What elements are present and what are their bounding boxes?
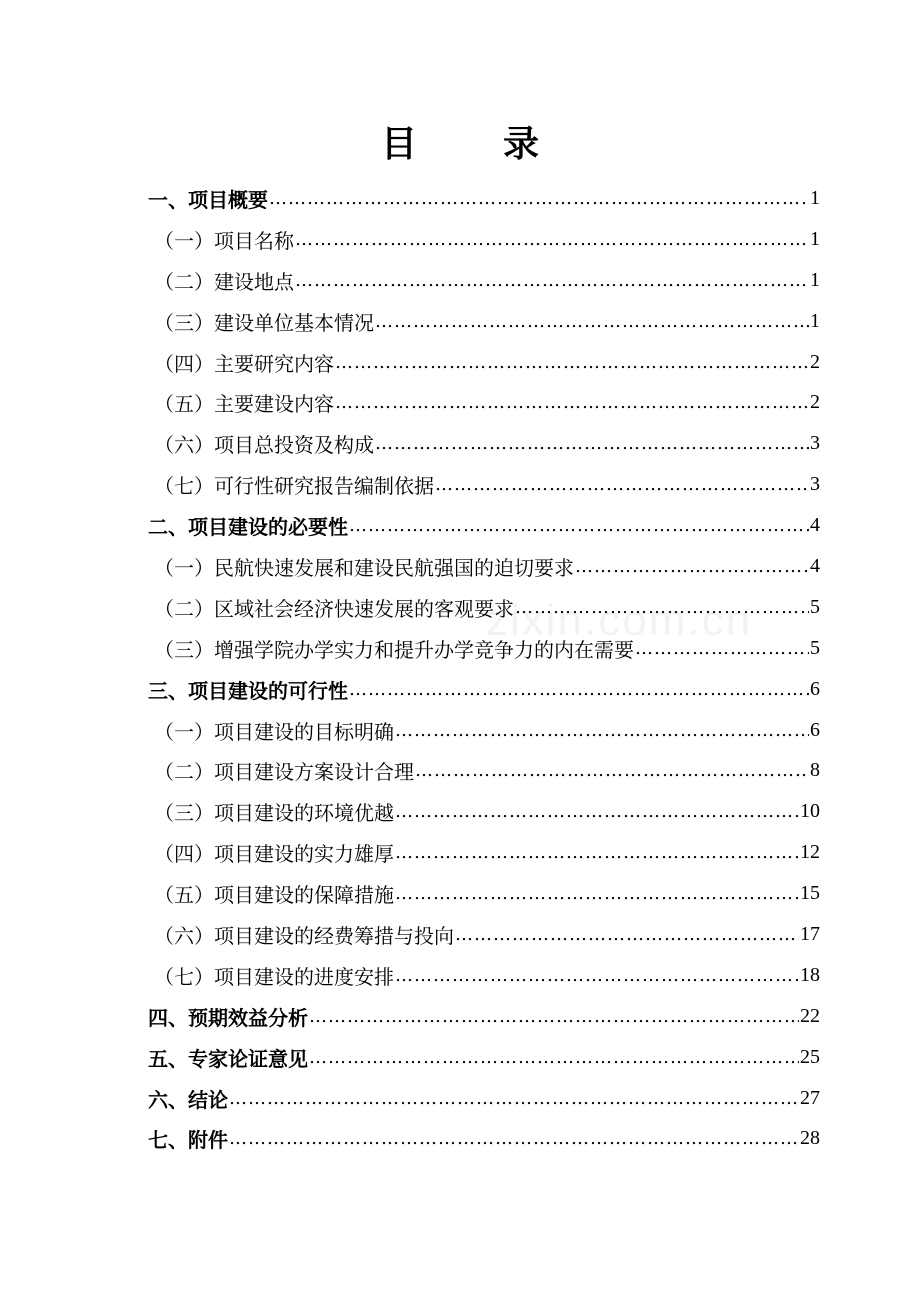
toc-entry-title: （七）项目建设的进度安排 [154,964,394,989]
toc-entry-title: （六）项目总投资及构成 [154,433,374,458]
toc-section-entry[interactable] [148,873,820,914]
toc-section-entry[interactable] [148,342,820,383]
toc-entry-title: （一）民航快速发展和建设民航强国的迫切要求 [154,555,574,580]
toc-section-entry[interactable] [148,301,820,342]
toc-page-number: 1 [810,227,820,250]
toc-section-entry[interactable] [148,587,820,628]
toc-leader-dots [335,392,809,413]
toc-leader-dots [415,760,809,781]
toc-leader-dots [395,720,809,741]
toc-page-number: 5 [810,636,820,659]
toc-entry-title: 四、预期效益分析 [148,1005,308,1030]
toc-leader-dots [269,188,809,209]
toc-section-entry[interactable] [148,710,820,751]
toc-leader-dots [455,924,799,945]
toc-leader-dots [395,842,799,863]
toc-leader-dots [395,801,799,822]
toc-page-number: 6 [810,677,820,700]
toc-entry-title: （三）建设单位基本情况 [154,310,374,335]
toc-page-number: 1 [810,309,820,332]
toc-leader-dots [229,1088,799,1109]
toc-leader-dots [349,679,809,700]
toc-leader-dots [375,311,809,332]
toc-leader-dots [295,229,809,250]
watermark: zixin.com.cn [486,596,753,645]
toc-section-entry[interactable] [148,382,820,423]
toc-leader-dots [635,638,809,659]
toc-section-entry[interactable] [148,423,820,464]
toc-entry-title: 二、项目建设的必要性 [148,515,348,540]
toc-page-number: 1 [810,268,820,291]
toc-page-number: 22 [800,1004,820,1027]
toc-leader-dots [309,1047,799,1068]
toc-page-number: 2 [810,391,820,414]
toc-page-number: 18 [800,963,820,986]
toc-entry-title: （五）主要建设内容 [154,392,334,417]
toc-leader-dots [349,515,809,536]
toc-entry-title: （四）主要研究内容 [154,351,334,376]
toc-entry-title: （一）项目建设的目标明确 [154,719,394,744]
toc-page-number: 27 [800,1086,820,1109]
toc-leader-dots [515,597,809,618]
toc-section-entry[interactable] [148,464,820,505]
toc-leader-dots [375,433,809,454]
toc-chapter-entry[interactable] [148,178,820,219]
toc-leader-dots [395,883,799,904]
toc-leader-dots [229,1128,799,1149]
toc-page-number: 5 [810,595,820,618]
toc-section-entry[interactable] [148,955,820,996]
toc-page-number: 4 [810,514,820,537]
toc-entry-title: （七）可行性研究报告编制依据 [154,474,434,499]
toc-leader-dots [395,965,799,986]
toc-entry-title: （三）增强学院办学实力和提升办学竞争力的内在需要 [154,637,634,662]
toc-entry-title: （六）项目建设的经费筹措与投向 [154,923,454,948]
toc-entry-title: 一、项目概要 [148,187,268,212]
toc-leader-dots [335,352,809,373]
toc-page-number: 8 [810,759,820,782]
toc-page-number: 12 [800,841,820,864]
toc-section-entry[interactable] [148,628,820,669]
toc-chapter-entry[interactable] [148,505,820,546]
toc-section-entry[interactable] [148,914,820,955]
toc-section-entry[interactable] [148,260,820,301]
toc-page-number: 28 [800,1127,820,1150]
toc-leader-dots [295,270,809,291]
toc-page-number: 3 [810,473,820,496]
title-char-1: 目 [380,124,417,165]
toc-entry-title: （二）建设地点 [154,269,294,294]
toc-chapter-entry[interactable] [148,1078,820,1119]
toc-page-number: 6 [810,718,820,741]
toc-page-number: 10 [800,800,820,823]
toc-leader-dots [575,556,809,577]
toc-entry-title: （五）项目建设的保障措施 [154,883,394,908]
toc-entry-title: （三）项目建设的环境优越 [154,801,394,826]
toc-page-number: 2 [810,350,820,373]
title-char-2: 录 [503,124,540,165]
toc-page-number: 3 [810,432,820,455]
toc-chapter-entry[interactable] [148,1118,820,1159]
toc-entry-title: （一）项目名称 [154,228,294,253]
toc-chapter-entry[interactable] [148,669,820,710]
toc-entry-title: 五、专家论证意见 [148,1046,308,1071]
toc-section-entry[interactable] [148,791,820,832]
toc-chapter-entry[interactable] [148,996,820,1037]
toc-entry-title: 七、附件 [148,1128,228,1153]
toc-chapter-entry[interactable] [148,1037,820,1078]
toc-page-number: 25 [800,1045,820,1068]
toc-section-entry[interactable] [148,546,820,587]
toc-leader-dots [309,1006,799,1027]
table-of-contents [148,178,820,1159]
toc-entry-title: （二）区域社会经济快速发展的客观要求 [154,596,514,621]
toc-page-number: 4 [810,554,820,577]
toc-section-entry[interactable] [148,832,820,873]
toc-page-number: 1 [810,186,820,209]
toc-leader-dots [435,474,809,495]
toc-entry-title: 六、结论 [148,1087,228,1112]
toc-page-number: 15 [800,882,820,905]
toc-section-entry[interactable] [148,219,820,260]
toc-entry-title: 三、项目建设的可行性 [148,678,348,703]
toc-page-number: 17 [800,922,820,945]
page-title [0,116,920,167]
toc-entry-title: （四）项目建设的实力雄厚 [154,842,394,867]
toc-section-entry[interactable] [148,750,820,791]
toc-entry-title: （二）项目建设方案设计合理 [154,760,414,785]
